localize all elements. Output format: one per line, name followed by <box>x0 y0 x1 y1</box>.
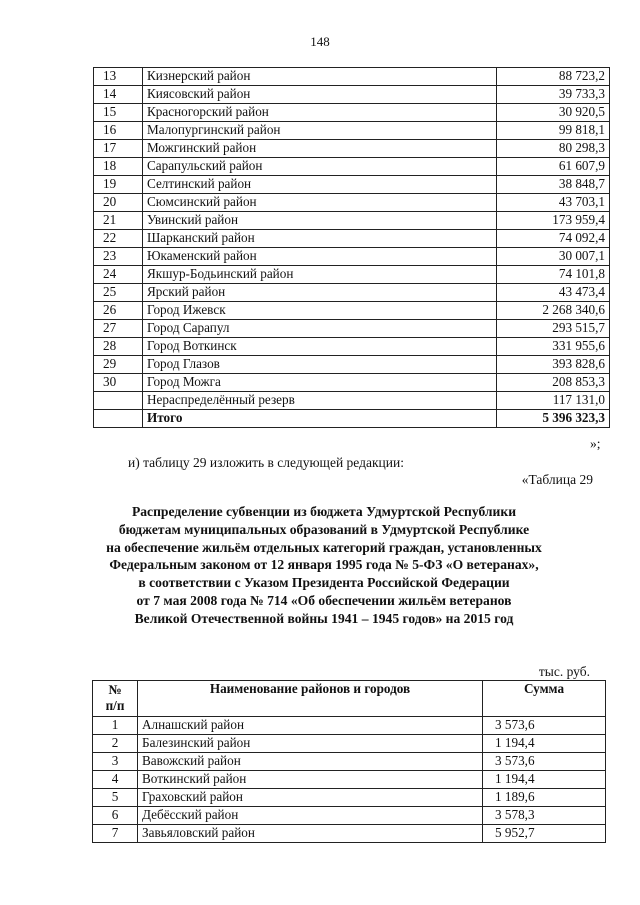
table-row <box>94 212 610 230</box>
table-row <box>94 86 610 104</box>
row-value: 30 920,5 <box>497 104 610 122</box>
row-number: 29 <box>94 356 143 374</box>
table-row <box>93 753 606 771</box>
table-row <box>94 302 610 320</box>
row-name: Балезинский район <box>138 735 483 753</box>
table-row <box>93 807 606 825</box>
table-row <box>93 789 606 807</box>
heading-line: в соответствии с Указом Президента Российской Федерации <box>138 575 510 591</box>
allocation-table-continued <box>93 67 610 428</box>
row-name: Малопургинский район <box>143 122 497 140</box>
row-name: Сарапульский район <box>143 158 497 176</box>
row-number: 6 <box>93 807 138 825</box>
row-value: 3 578,3 <box>483 807 606 825</box>
row-name: Селтинский район <box>143 176 497 194</box>
table-row <box>94 140 610 158</box>
table-row <box>94 230 610 248</box>
row-number: 22 <box>94 230 143 248</box>
row-name: Вавожский район <box>138 753 483 771</box>
row-name: Завьяловский район <box>138 825 483 843</box>
row-number: 23 <box>94 248 143 266</box>
row-value: 39 733,3 <box>497 86 610 104</box>
row-value: 208 853,3 <box>497 374 610 392</box>
header-number-line2: п/п <box>105 698 125 713</box>
row-number: 19 <box>94 176 143 194</box>
table-row <box>94 356 610 374</box>
row-name: Шарканский район <box>143 230 497 248</box>
row-value: 5 952,7 <box>483 825 606 843</box>
row-number: 13 <box>94 68 143 86</box>
row-number: 20 <box>94 194 143 212</box>
table-row <box>94 374 610 392</box>
row-number: 26 <box>94 302 143 320</box>
table-label: «Таблица 29 <box>521 472 593 487</box>
table-header-row <box>93 681 606 717</box>
table-row <box>93 735 606 753</box>
row-value: 1 194,4 <box>483 735 606 753</box>
row-number: 17 <box>94 140 143 158</box>
row-number: 1 <box>93 717 138 735</box>
row-name: Граховский район <box>138 789 483 807</box>
row-name: Воткинский район <box>138 771 483 789</box>
header-sum: Сумма <box>483 681 606 717</box>
row-name: Город Воткинск <box>143 338 497 356</box>
table-row <box>94 158 610 176</box>
header-number-line1: № <box>108 682 122 697</box>
row-name: Юкаменский район <box>143 248 497 266</box>
instruction-text: и) таблицу 29 изложить в следующей редакции: <box>128 455 404 470</box>
row-name: Город Можга <box>143 374 497 392</box>
row-number: 24 <box>94 266 143 284</box>
row-name: Кизнерский район <box>143 68 497 86</box>
row-number: 30 <box>94 374 143 392</box>
row-number: 4 <box>93 771 138 789</box>
row-value: 2 268 340,6 <box>497 302 610 320</box>
row-name: Дебёсский район <box>138 807 483 825</box>
row-number: 7 <box>93 825 138 843</box>
row-name: Красногорский район <box>143 104 497 122</box>
row-value: 38 848,7 <box>497 176 610 194</box>
row-name: Город Глазов <box>143 356 497 374</box>
heading-line: от 7 мая 2008 года № 714 «Об обеспечении жильём ветеранов <box>136 592 512 608</box>
table-row <box>94 320 610 338</box>
row-number: 16 <box>94 122 143 140</box>
row-value: 117 131,0 <box>497 392 610 410</box>
heading-line: бюджетам муниципальных образований в Удмуртской Республике <box>118 521 530 537</box>
total-number-cell <box>94 410 143 428</box>
veterans-housing-table <box>92 680 606 843</box>
row-name: Можгинский район <box>143 140 497 158</box>
row-value: 393 828,6 <box>497 356 610 374</box>
row-value: 1 194,4 <box>483 771 606 789</box>
row-value: 1 189,6 <box>483 789 606 807</box>
table-row <box>94 194 610 212</box>
table-row <box>93 771 606 789</box>
row-number: 2 <box>93 735 138 753</box>
total-label: Итого <box>143 410 497 428</box>
total-row <box>94 410 610 428</box>
closing-quote: »; <box>590 436 601 451</box>
row-name: Алнашский район <box>138 717 483 735</box>
table-row <box>94 176 610 194</box>
row-name: Город Ижевск <box>143 302 497 320</box>
row-number: 28 <box>94 338 143 356</box>
row-number: 27 <box>94 320 143 338</box>
row-number: 18 <box>94 158 143 176</box>
row-value: 3 573,6 <box>483 717 606 735</box>
heading-line: Великой Отечественной войны 1941 – 1945 годов» на 2015 год <box>134 610 514 626</box>
row-value: 88 723,2 <box>497 68 610 86</box>
table-row <box>94 284 610 302</box>
row-value: 61 607,9 <box>497 158 610 176</box>
table-row <box>94 338 610 356</box>
units-label: тыс. руб. <box>538 664 590 679</box>
row-name: Увинский район <box>143 212 497 230</box>
row-value: 43 703,1 <box>497 194 610 212</box>
row-number: 3 <box>93 753 138 771</box>
header-name: Наименование районов и городов <box>138 681 483 717</box>
row-value: 30 007,1 <box>497 248 610 266</box>
row-value: 3 573,6 <box>483 753 606 771</box>
row-name: Якшур-Бодьинский район <box>143 266 497 284</box>
row-name: Киясовский район <box>143 86 497 104</box>
row-value: 74 092,4 <box>497 230 610 248</box>
row-number: 21 <box>94 212 143 230</box>
table-heading <box>60 503 588 628</box>
table-row <box>93 717 606 735</box>
table-row <box>94 248 610 266</box>
row-value: 331 955,6 <box>497 338 610 356</box>
header-number <box>93 681 138 717</box>
row-number <box>94 392 143 410</box>
table-row <box>94 104 610 122</box>
row-name: Сюмсинский район <box>143 194 497 212</box>
row-value: 173 959,4 <box>497 212 610 230</box>
total-value: 5 396 323,3 <box>497 410 610 428</box>
heading-line: Федеральным законом от 12 января 1995 года № 5-ФЗ «О ветеранах», <box>109 557 539 573</box>
row-value: 43 473,4 <box>497 284 610 302</box>
row-value: 80 298,3 <box>497 140 610 158</box>
row-name: Ярский район <box>143 284 497 302</box>
row-number: 25 <box>94 284 143 302</box>
table-row <box>94 392 610 410</box>
row-value: 293 515,7 <box>497 320 610 338</box>
heading-line: на обеспечение жильём отдельных категорий граждан, установленных <box>106 539 542 555</box>
heading-line: Распределение субвенции из бюджета Удмуртской Республики <box>131 504 517 519</box>
page-number: 148 <box>310 34 330 49</box>
table-row <box>94 68 610 86</box>
row-number: 5 <box>93 789 138 807</box>
row-number: 14 <box>94 86 143 104</box>
table-row <box>94 266 610 284</box>
table-row <box>94 122 610 140</box>
table-row <box>93 825 606 843</box>
row-value: 74 101,8 <box>497 266 610 284</box>
row-name: Нераспределённый резерв <box>143 392 497 410</box>
row-number: 15 <box>94 104 143 122</box>
row-value: 99 818,1 <box>497 122 610 140</box>
row-name: Город Сарапул <box>143 320 497 338</box>
